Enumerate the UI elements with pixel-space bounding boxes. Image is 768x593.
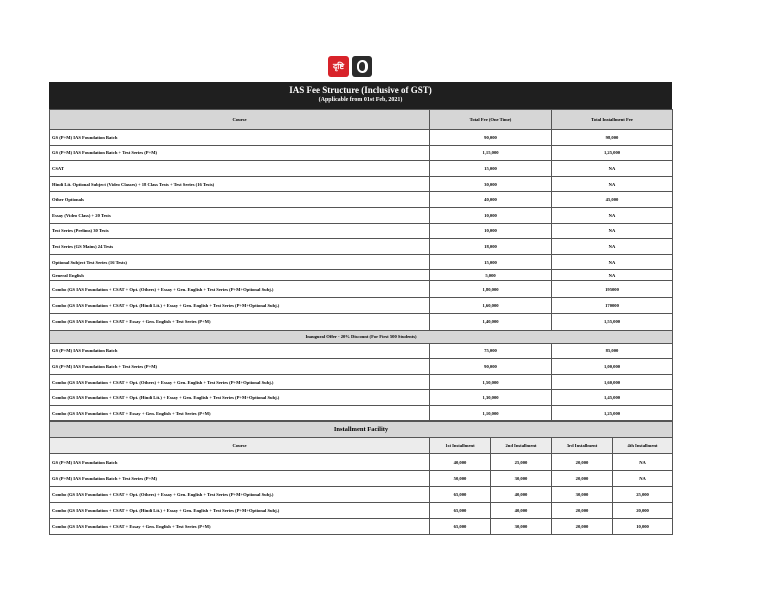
- fee-cell: 18,000: [430, 239, 552, 255]
- installment-cell: 30,000: [552, 486, 613, 502]
- fee-cell: NA: [552, 270, 673, 281]
- table-row: [50, 314, 673, 330]
- table-row: [50, 454, 673, 470]
- fee-cell: 195000: [552, 281, 673, 297]
- course-cell: GS (P+M) IAS Foundation Batch + Test Series (P+M): [50, 359, 430, 375]
- course-cell: Combo (GS IAS Foundation + CSAT + Opt. (Hindi Lit.) + Essay + Gen. English + Test Series (P+M+Optional Subj.): [50, 297, 430, 313]
- installment-cell: 30,000: [491, 519, 552, 535]
- table-row: [50, 486, 673, 502]
- fee-cell: 1,60,000: [430, 297, 552, 313]
- course-cell: Combo (GS IAS Foundation + CSAT + Essay + Gen. English + Test Series (P+M): [50, 519, 430, 535]
- fee-cell: NA: [552, 207, 673, 223]
- table-row: [50, 223, 673, 239]
- installment-title-row: [50, 422, 673, 438]
- logo: [328, 56, 372, 77]
- fee-cell: 1,80,000: [430, 281, 552, 297]
- fee-document: [49, 82, 672, 535]
- fee-cell: 90,000: [430, 130, 552, 146]
- drishti-logo-mark: दृष्टि: [328, 56, 349, 77]
- table-row: [50, 281, 673, 297]
- table-row: [50, 176, 673, 192]
- installment-cell: 30,000: [491, 470, 552, 486]
- course-cell: Combo (GS IAS Foundation + CSAT + Opt. (Others) + Essay + Gen. English + Test Series (P+M+Optional Subj.): [50, 486, 430, 502]
- fee-cell: 15,000: [430, 161, 552, 177]
- table-row: [50, 192, 673, 208]
- fee-cell: 15,000: [430, 254, 552, 270]
- fee-cell: 45,000: [552, 192, 673, 208]
- fee-cell: 1,55,000: [552, 314, 673, 330]
- course-cell: Test Series (GS Mains) 24 Tests: [50, 239, 430, 255]
- installment-cell: 20,000: [552, 470, 613, 486]
- fee-cell: 85,000: [552, 343, 673, 359]
- table-row: [50, 390, 673, 406]
- fee-cell: 1,50,000: [430, 374, 552, 390]
- installment-cell: 25,000: [613, 486, 673, 502]
- course-cell: GS (P+M) IAS Foundation Batch + Test Series (P+M): [50, 470, 430, 486]
- table-row: [50, 405, 673, 421]
- fee-cell: NA: [552, 239, 673, 255]
- installment-cell: 25,000: [491, 454, 552, 470]
- column-header: 4th Installment: [613, 438, 673, 454]
- course-cell: Combo (GS IAS Foundation + CSAT + Essay + Gen. English + Test Series (P+M): [50, 314, 430, 330]
- fee-cell: 10,000: [430, 207, 552, 223]
- course-cell: Combo (GS IAS Foundation + CSAT + Opt. (Others) + Essay + Gen. English + Test Series (P+M+Optional Subj.): [50, 281, 430, 297]
- installment-cell: 20,000: [552, 519, 613, 535]
- installment-cell: NA: [613, 470, 673, 486]
- table-row: [50, 207, 673, 223]
- page-subtitle: (Applicable from 01st Feb, 2021): [318, 97, 403, 103]
- course-cell: Hindi Lit. Optional Subject (Video Classes) + 18 Class Tests + Test Series (16 Tests): [50, 176, 430, 192]
- installment-cell: 50,000: [430, 470, 491, 486]
- fee-cell: 1,30,000: [430, 390, 552, 406]
- table-row: [50, 374, 673, 390]
- page-title: IAS Fee Structure (Inclusive of GST): [289, 85, 432, 95]
- installment-cell: 20,000: [552, 454, 613, 470]
- fee-header-row: [50, 110, 673, 130]
- course-cell: Combo (GS IAS Foundation + CSAT + Opt. (Hindi Lit.) + Essay + Gen. English + Test Series (P+M+Optional Subj.): [50, 503, 430, 519]
- title-bar: [49, 82, 672, 109]
- installment-cell: 20,000: [613, 503, 673, 519]
- table-row: [50, 359, 673, 375]
- table-row: [50, 130, 673, 146]
- installment-cell: 65,000: [430, 503, 491, 519]
- fee-cell: 1,40,000: [430, 314, 552, 330]
- course-cell: Combo (GS IAS Foundation + CSAT + Essay + Gen. English + Test Series (P+M): [50, 405, 430, 421]
- fee-cell: 1,45,000: [552, 390, 673, 406]
- fee-cell: 5,000: [430, 270, 552, 281]
- table-row: [50, 297, 673, 313]
- table-row: [50, 343, 673, 359]
- installment-cell: 40,000: [491, 503, 552, 519]
- fee-table: [49, 109, 673, 421]
- installment-cell: 65,000: [430, 519, 491, 535]
- fee-cell: 75,000: [430, 343, 552, 359]
- installment-cell: 20,000: [552, 503, 613, 519]
- column-header: Total Installment Fee: [552, 110, 673, 130]
- fee-cell: 170000: [552, 297, 673, 313]
- table-row: [50, 470, 673, 486]
- fee-cell: 1,00,000: [552, 359, 673, 375]
- fee-cell: NA: [552, 161, 673, 177]
- course-cell: GS (P+M) IAS Foundation Batch: [50, 130, 430, 146]
- column-header: Course: [50, 110, 430, 130]
- fee-cell: 40,000: [430, 192, 552, 208]
- fee-cell: 1,25,000: [552, 145, 673, 161]
- section-title: Installment Facility: [50, 422, 673, 438]
- d-letter-icon: [352, 56, 372, 77]
- installment-header-row: [50, 438, 673, 454]
- offer-banner-row: [50, 330, 673, 343]
- offer-banner: Inaugural Offer - 20% Discount (For First 500 Students): [50, 330, 673, 343]
- fee-cell: NA: [552, 254, 673, 270]
- course-cell: Essay (Video Class) + 20 Tests: [50, 207, 430, 223]
- course-cell: GS (P+M) IAS Foundation Batch: [50, 454, 430, 470]
- course-cell: Combo (GS IAS Foundation + CSAT + Opt. (Others) + Essay + Gen. English + Test Series (P+M+Optional Subj.): [50, 374, 430, 390]
- table-row: [50, 270, 673, 281]
- course-cell: GS (P+M) IAS Foundation Batch: [50, 343, 430, 359]
- course-cell: Optional Subject Test Series (16 Tests): [50, 254, 430, 270]
- column-header: Total Fee (One Time): [430, 110, 552, 130]
- table-row: [50, 519, 673, 535]
- table-row: [50, 239, 673, 255]
- fee-cell: 10,000: [430, 223, 552, 239]
- fee-cell: NA: [552, 223, 673, 239]
- fee-cell: 30,000: [430, 176, 552, 192]
- course-cell: General English: [50, 270, 430, 281]
- course-cell: Test Series (Prelims) 30 Tests: [50, 223, 430, 239]
- installment-cell: 40,000: [430, 454, 491, 470]
- course-cell: Other Optionals: [50, 192, 430, 208]
- table-row: [50, 503, 673, 519]
- column-header: 2nd Installment: [491, 438, 552, 454]
- table-row: [50, 254, 673, 270]
- installment-cell: 10,000: [613, 519, 673, 535]
- table-row: [50, 145, 673, 161]
- fee-cell: NA: [552, 176, 673, 192]
- fee-cell: 1,15,000: [430, 145, 552, 161]
- column-header: 1st Installment: [430, 438, 491, 454]
- installment-cell: 40,000: [491, 486, 552, 502]
- course-cell: GS (P+M) IAS Foundation Batch + Test Series (P+M): [50, 145, 430, 161]
- fee-cell: 1,10,000: [430, 405, 552, 421]
- column-header: 3rd Installment: [552, 438, 613, 454]
- table-row: [50, 161, 673, 177]
- fee-cell: 98,000: [552, 130, 673, 146]
- installment-cell: NA: [613, 454, 673, 470]
- fee-cell: 90,000: [430, 359, 552, 375]
- course-cell: Combo (GS IAS Foundation + CSAT + Opt. (Hindi Lit.) + Essay + Gen. English + Test Series (P+M+Optional Subj.): [50, 390, 430, 406]
- installment-table: [49, 421, 673, 535]
- column-header: Course: [50, 438, 430, 454]
- fee-cell: 1,25,000: [552, 405, 673, 421]
- installment-cell: 65,000: [430, 486, 491, 502]
- fee-cell: 1,60,000: [552, 374, 673, 390]
- course-cell: CSAT: [50, 161, 430, 177]
